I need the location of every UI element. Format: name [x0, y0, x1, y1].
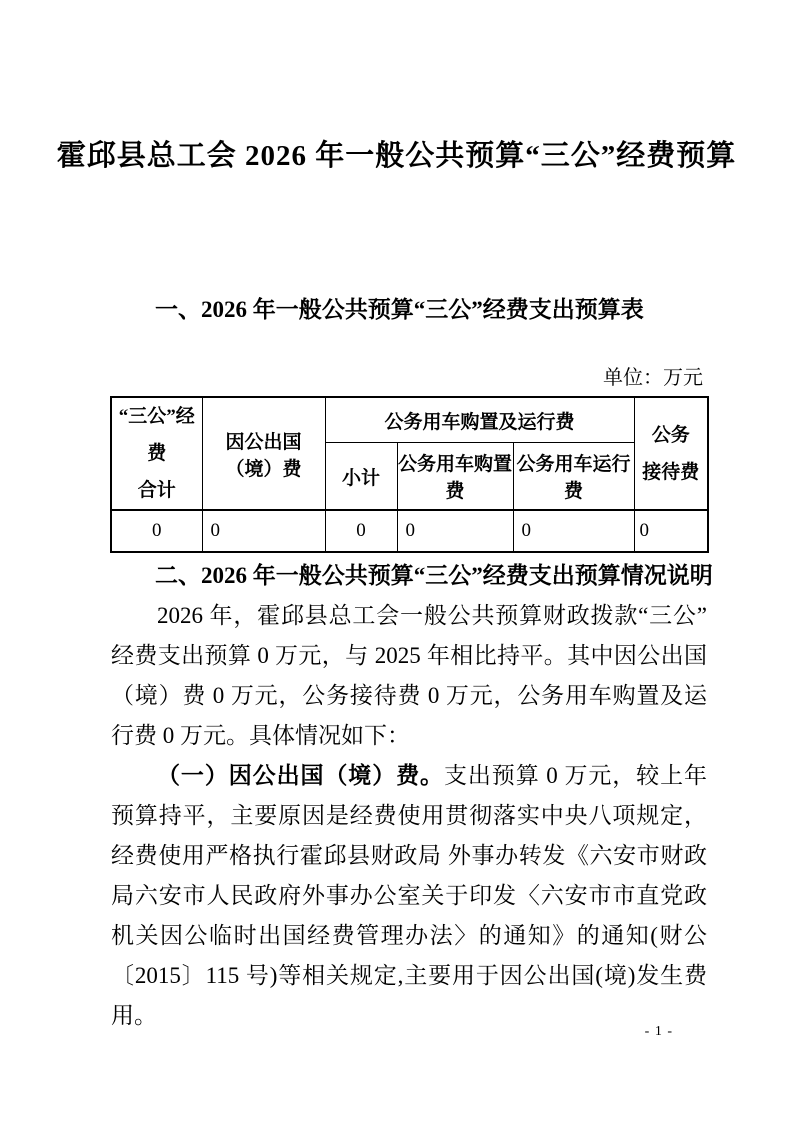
item1-line-rest: 支出预算 0 万元，较上年: [443, 763, 708, 788]
value-vehicle-purchase: 0: [397, 510, 513, 552]
header-cell-abroad: 因公出国（境）费: [202, 397, 325, 510]
page-number: - 1 -: [644, 1024, 673, 1039]
body-line: 局六安市人民政府外事办公室关于印发〈六安市市直党政: [111, 883, 707, 908]
header-cell-total: [111, 397, 202, 510]
value-total: 0: [111, 510, 202, 552]
header-cell-vehicle-operation: 公务用车运行费: [513, 443, 634, 510]
document-title: 霍邱县总工会 2026 年一般公共预算“三公”经费预算: [56, 140, 737, 172]
value-abroad: 0: [202, 510, 325, 552]
item1-lead-bold: （一）因公出国（境）费。: [157, 763, 444, 788]
body-line: [111, 756, 707, 796]
header-cell-vehicle-subtotal: 小计: [325, 443, 397, 510]
body-line: 用。: [111, 1003, 157, 1028]
intro-paragraph: [111, 596, 707, 756]
body-line: 2026 年，霍邱县总工会一般公共预算财政拨款“三公”: [157, 603, 707, 628]
body-line: 经费使用严格执行霍邱县财政局 外事办转发《六安市财政: [111, 843, 707, 868]
value-vehicle-operation: 0: [513, 510, 634, 552]
body-line: 预算持平，主要原因是经费使用贯彻落实中央八项规定，: [111, 803, 707, 828]
section2-heading: 二、2026 年一般公共预算“三公”经费支出预算情况说明: [155, 563, 713, 588]
table-data-row: [111, 510, 708, 552]
section1-heading: 一、2026 年一般公共预算“三公”经费支出预算表: [155, 297, 644, 322]
header-reception-line2: 接待费: [642, 461, 700, 483]
header-cell-vehicle-purchase: 公务用车购置费: [397, 443, 513, 510]
value-reception: 0: [634, 510, 708, 552]
unit-label: 单位：万元: [603, 367, 703, 389]
header-cell-reception: [634, 397, 708, 510]
item1-paragraph: [111, 756, 707, 1036]
body-line: 机关因公临时出国经费管理办法〉的通知》的通知(财公: [111, 923, 707, 948]
body-line: 〔2015〕115 号)等相关规定,主要用于因公出国(境)发生费: [111, 963, 707, 988]
header-cell-vehicle-group: 公务用车购置及运行费: [325, 397, 634, 443]
body-line: 行费 0 万元。具体情况如下：: [111, 723, 410, 748]
value-vehicle-subtotal: 0: [325, 510, 397, 552]
sangong-budget-table: [110, 396, 709, 553]
header-total-line1: “三公”经费: [118, 406, 195, 464]
table-header-row-1: [111, 397, 708, 443]
header-reception-line1: 公务: [651, 424, 690, 446]
header-total-line2: 合计: [137, 480, 176, 501]
body-line: （境）费 0 万元，公务接待费 0 万元，公务用车购置及运: [111, 683, 707, 708]
body-line: 经费支出预算 0 万元，与 2025 年相比持平。其中因公出国: [111, 643, 707, 668]
